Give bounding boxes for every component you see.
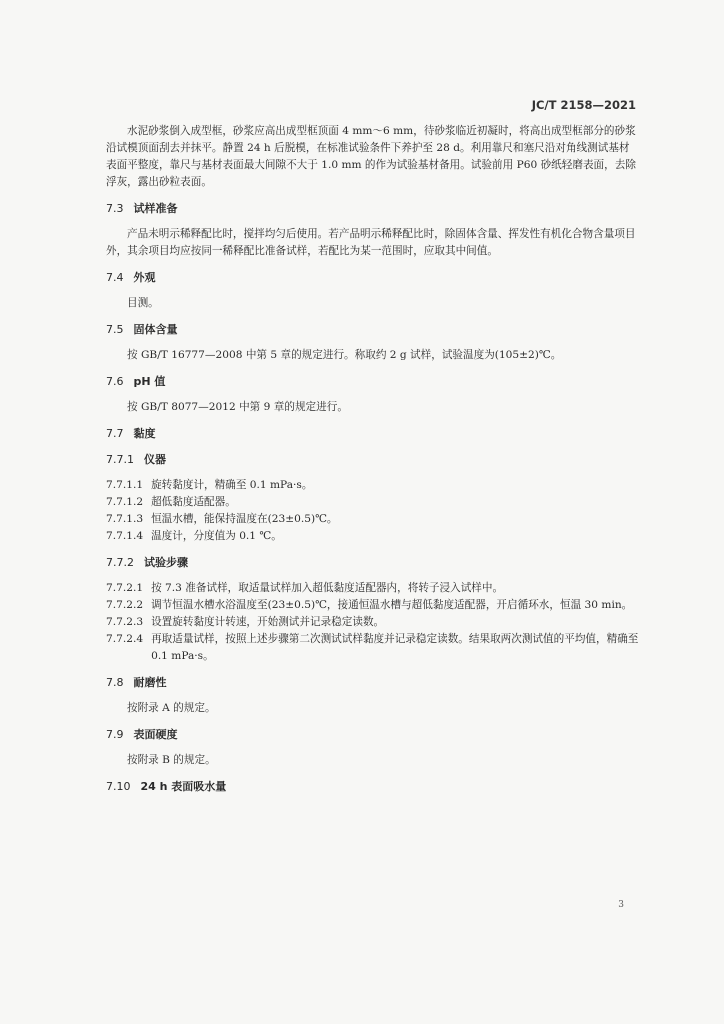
document-body [106, 123, 640, 795]
item-number: 7.7.2.3 [106, 616, 144, 628]
list-7-7-1 [106, 477, 640, 545]
heading-number: 7.7.1 [106, 453, 134, 466]
heading-number: 7.8 [106, 676, 124, 689]
item-number: 7.7.2.2 [106, 599, 144, 611]
heading-title: 试验步骤 [144, 556, 188, 569]
list-item [106, 580, 640, 597]
heading-7-10 [106, 778, 640, 795]
heading-title: 耐磨性 [133, 676, 167, 689]
list-item [106, 494, 640, 511]
item-text: 超低黏度适配器。 [151, 496, 236, 508]
paragraph-7-3: 产品未明示稀释配比时，搅拌均匀后使用。若产品明示稀释配比时，除固体含量、挥发性有机化合物含量项目外，其余项目均应按同一稀释配比准备试样，若配比为某一范围时，应取其中间值。 [106, 228, 636, 257]
item-text: 温度计，分度值为 0.1 ℃。 [151, 530, 282, 542]
list-item [106, 477, 640, 494]
item-number: 7.7.2.4 [106, 633, 144, 645]
item-number: 7.7.2.1 [106, 582, 144, 594]
item-text: 旋转黏度计，精确至 0.1 mPa·s。 [151, 479, 313, 491]
item-number: 7.7.1.3 [106, 513, 144, 525]
heading-number: 7.10 [106, 780, 131, 793]
heading-7-4 [106, 269, 640, 286]
heading-7-7 [106, 425, 640, 442]
paragraph-7-5: 按 GB/T 16777—2008 中第 5 章的规定进行。称取约 2 g 试样，试验温度为(105±2)℃。 [127, 349, 562, 361]
paragraph-7-4: 目测。 [127, 297, 159, 309]
paragraph-7-6: 按 GB/T 8077—2012 中第 9 章的规定进行。 [127, 401, 348, 413]
heading-number: 7.3 [106, 202, 124, 215]
heading-number: 7.5 [106, 323, 124, 336]
heading-number: 7.6 [106, 375, 124, 388]
heading-number: 7.7 [106, 427, 124, 440]
item-number: 7.7.1.1 [106, 479, 144, 491]
heading-title: 表面硬度 [133, 728, 178, 741]
list-item [106, 614, 640, 631]
heading-7-8 [106, 674, 640, 691]
heading-7-9 [106, 726, 640, 743]
item-number: 7.7.1.2 [106, 496, 144, 508]
list-item [106, 528, 640, 545]
heading-title: 黏度 [133, 427, 156, 440]
item-text: 调节恒温水槽水浴温度至(23±0.5)℃，接通恒温水槽与超低黏度适配器，开启循环水，恒温 30 min。 [151, 599, 633, 611]
heading-title: 外观 [133, 271, 156, 284]
heading-7-7-2 [106, 554, 640, 571]
item-text: 再取适量试样，按照上述步骤第二次测试试样黏度并记录稳定读数。结果取两次测试值的平均值，精确至 0.1 mPa·s。 [151, 633, 639, 662]
item-text: 按 7.3 准备试样，取适量试样加入超低黏度适配器内，将转子浸入试样中。 [151, 582, 504, 594]
page-number: 3 [618, 900, 624, 910]
heading-7-3 [106, 200, 640, 217]
heading-title: 试样准备 [133, 202, 178, 215]
heading-7-5 [106, 321, 640, 338]
heading-number: 7.9 [106, 728, 124, 741]
heading-title: 24 h 表面吸水量 [140, 780, 227, 793]
heading-title: 仪器 [144, 453, 166, 466]
top-paragraph: 水泥砂浆倒入成型框，砂浆应高出成型框顶面 4 mm～6 mm，待砂浆临近初凝时，将高出成型框部分的砂浆沿试模顶面刮去并抹平。静置 24 h 后脱模，在标准试验条件下养护至 28 d。利用靠尺和塞尺沿对角线测试基材表面平整度，靠尺与基材表面最大间隙不大于 1.0 mm 的作为试验基材备用。试验前用 P60 砂纸轻磨表面，去除浮灰，露出砂粒表面。 [106, 125, 636, 188]
list-item [106, 631, 640, 665]
item-text: 设置旋转黏度计转速，开始测试并记录稳定读数。 [151, 616, 385, 628]
paragraph-7-9: 按附录 B 的规定。 [127, 754, 216, 766]
heading-number: 7.7.2 [106, 556, 134, 569]
list-item [106, 511, 640, 528]
standard-code: JC/T 2158—2021 [531, 98, 636, 112]
item-text: 恒温水槽，能保持温度在(23±0.5)℃。 [151, 513, 338, 525]
list-item [106, 597, 640, 614]
heading-number: 7.4 [106, 271, 124, 284]
heading-7-7-1 [106, 451, 640, 468]
heading-title: 固体含量 [133, 323, 178, 336]
heading-7-6 [106, 373, 640, 390]
item-number: 7.7.1.4 [106, 530, 144, 542]
paragraph-7-8: 按附录 A 的规定。 [127, 702, 216, 714]
heading-title: pH 值 [133, 375, 166, 388]
list-7-7-2 [106, 580, 640, 665]
